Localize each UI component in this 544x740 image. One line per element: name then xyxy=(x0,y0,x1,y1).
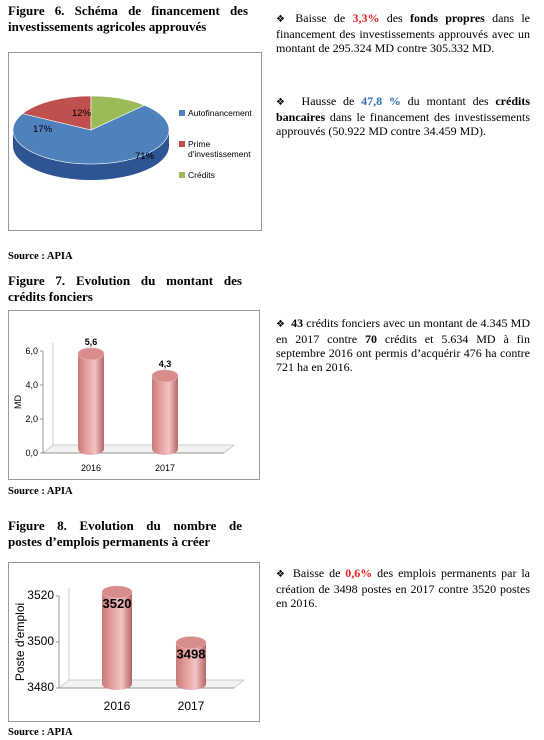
figure-8-title-line-2: postes d’emplois permanents à créer xyxy=(8,534,211,549)
text: Baisse de xyxy=(295,11,353,25)
bar-chart-credits-fonciers xyxy=(9,311,259,479)
figure-8-chart-box xyxy=(8,562,260,722)
diamond-bullet-icon: ❖ xyxy=(276,97,289,108)
legend-swatch-autofinancement xyxy=(179,110,185,116)
figure-7-source: Source : APIA xyxy=(8,486,73,497)
figure-6-title-line-2: investissements agricoles approuvés xyxy=(8,19,207,34)
pie-label-71: 71% xyxy=(135,151,155,162)
bar-cylinder-top-2016 xyxy=(78,348,104,360)
y-axis-label: MD xyxy=(13,395,23,409)
y-tick-label: 6,0 xyxy=(25,346,38,356)
highlight-3-3-percent: 3,3% xyxy=(352,11,380,25)
chart-floor xyxy=(43,445,234,453)
text: 70 xyxy=(365,332,377,346)
diamond-bullet-icon: ❖ xyxy=(276,569,287,580)
data-label-2017: 3498 xyxy=(176,646,206,662)
text: dans le financement des investissements approuvés avec un montant de 295.324 MD contre 305.332 MD. xyxy=(276,11,531,55)
bar-cylinder-2016 xyxy=(78,354,104,455)
data-label-2017: 4,3 xyxy=(158,358,172,369)
text: des xyxy=(379,11,410,25)
pie-label-17: 17% xyxy=(33,124,53,135)
legend-swatch-prime xyxy=(179,141,185,147)
x-tick-label-2017: 2017 xyxy=(177,699,205,713)
figure-6-source: Source : APIA xyxy=(8,251,73,262)
highlight-fonds-propres: fonds propres xyxy=(409,11,485,25)
text: Baisse de xyxy=(292,566,346,580)
highlight-credits-bancaires: crédits bancaires xyxy=(276,94,531,124)
pie-chart xyxy=(9,53,261,230)
text: des emplois permanents par la création de 3498 postes en 2017 contre 3520 postes en 2016. xyxy=(276,566,531,610)
legend-swatch-credits xyxy=(179,172,185,178)
bullet-fonds-propres xyxy=(276,11,530,55)
diamond-bullet-icon: ❖ xyxy=(276,319,286,330)
y-axis-label: Poste d'emploi xyxy=(13,602,27,682)
y-tick-label: 3480 xyxy=(27,680,54,694)
bullet-credits-fonciers xyxy=(276,316,530,374)
figure-8-title-line-1: Figure 8. Evolution du nombre de xyxy=(8,518,242,533)
figure-7-title xyxy=(8,273,242,305)
x-tick-label-2016: 2016 xyxy=(103,699,131,713)
highlight-47-8-percent: 47,8 % xyxy=(361,94,401,108)
data-label-2016: 5,6 xyxy=(84,336,98,347)
legend-label-credits: Crédits xyxy=(188,170,215,180)
legend-label-prime-line2: d'investissement xyxy=(188,149,251,159)
text: crédits et 5.634 MD à fin septembre 2016 ont permis d’acquérir 476 ha contre 721 ha en 2016. xyxy=(276,332,531,374)
highlight-0-6-percent: 0,6% xyxy=(345,566,373,580)
y-tick-label: 4,0 xyxy=(25,380,38,390)
x-tick-label-2016: 2016 xyxy=(80,463,102,473)
figure-6-title-line-1: Figure 6. Schéma de financement des xyxy=(8,3,248,18)
y-tick-label: 3500 xyxy=(27,634,54,648)
figure-6-chart-box xyxy=(8,52,262,231)
data-label-2016: 3520 xyxy=(102,596,132,611)
figure-7-title-line-1: Figure 7. Evolution du montant des xyxy=(8,273,242,288)
pie-label-12: 12% xyxy=(72,108,92,119)
figure-8-title xyxy=(8,518,242,550)
figure-7-chart-box xyxy=(8,310,260,480)
text: du montant des xyxy=(400,94,496,108)
legend-label-prime-line1: Prime xyxy=(188,139,211,149)
bullet-credits-bancaires xyxy=(276,94,530,138)
figure-6-title xyxy=(8,3,248,35)
y-tick-label: 3520 xyxy=(27,588,54,602)
figure-8-source: Source : APIA xyxy=(8,727,73,738)
text: Hausse de xyxy=(294,94,362,108)
text: 43 xyxy=(291,316,304,330)
bullet-emplois-permanents xyxy=(276,566,530,610)
bar-cylinder-top-2017 xyxy=(152,370,178,382)
pie-group xyxy=(13,96,169,180)
legend-label-autofinancement: Autofinancement xyxy=(188,108,252,118)
y-tick-label: 2,0 xyxy=(25,414,38,424)
bar-chart-emplois xyxy=(9,563,259,721)
text: crédits fonciers avec un montant de 4.345 MD en 2017 contre xyxy=(276,316,530,346)
y-tick-label: 0,0 xyxy=(25,448,38,458)
figure-7-title-line-2: crédits fonciers xyxy=(8,289,93,304)
chart-floor xyxy=(59,680,244,688)
text: dans le financement des investissements approuvés (50.922 MD contre 34.459 MD). xyxy=(276,110,530,138)
bar-cylinder-2017 xyxy=(152,376,178,455)
x-tick-label-2017: 2017 xyxy=(154,463,176,473)
diamond-bullet-icon: ❖ xyxy=(276,14,290,25)
